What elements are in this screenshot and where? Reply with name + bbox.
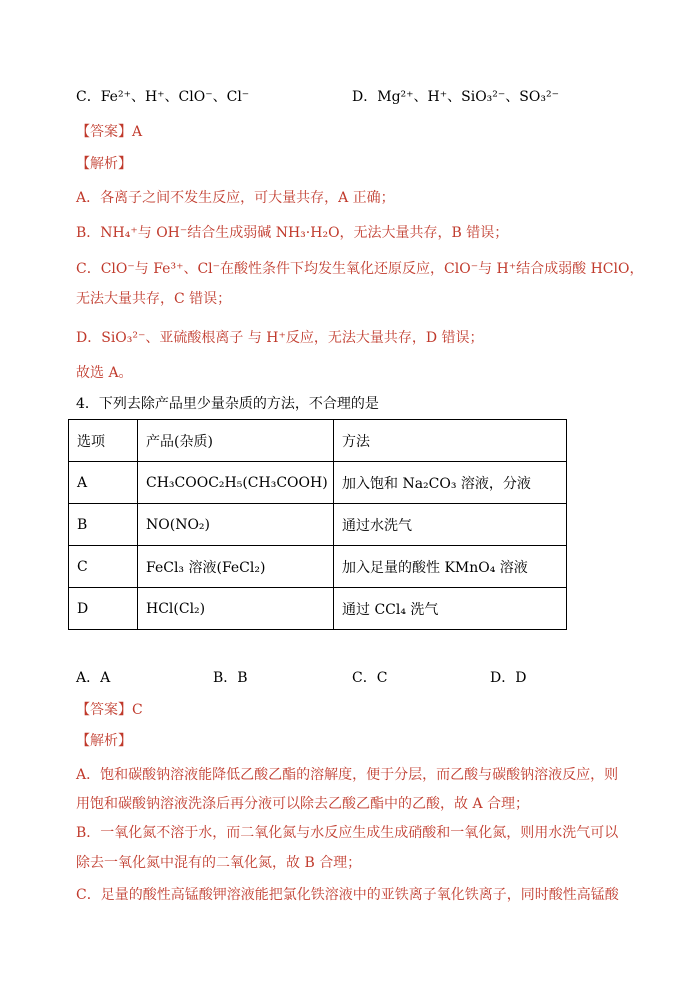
q3-analysis-c1: C．ClO⁻与 Fe³⁺、Cl⁻在酸性条件下均发生氧化还原反应，ClO⁻与 H⁺结合成弱酸 HClO， [76,261,644,277]
table-cell: NO(NO₂) [138,504,334,546]
table-row [69,546,567,588]
table-cell: 加入饱和 Na₂CO₃ 溶液，分液 [334,462,567,504]
option-text: Mg²⁺、H⁺、SiO₃²⁻、SO₃²⁻ [377,89,559,105]
table-header-cell: 方法 [334,420,567,462]
table-row [69,462,567,504]
table-cell: HCl(Cl₂) [138,588,334,630]
q4-answer [76,700,143,720]
table-cell: C [69,546,138,588]
q4-option-a: A．A [76,670,111,686]
table-header-row [69,420,567,462]
answer-value: A [132,124,143,140]
q4-analysis-a2: 用饱和碳酸钠溶液洗涤后再分液可以除去乙酸乙酯中的乙酸，故 A 合理； [76,796,530,812]
answer-label: 【答案】 [76,702,132,718]
q3-analysis-label: 【解析】 [76,156,132,172]
q4-table [68,419,567,630]
q4-stem: 4．下列去除产品里少量杂质的方法，不合理的是 [76,396,379,412]
q4-option-c: C．C [352,670,388,686]
q4-analysis-b2: 除去一氧化氮中混有的二氧化氮，故 B 合理； [76,855,362,871]
table-header-cell: 产品(杂质) [138,420,334,462]
answer-label: 【答案】 [76,124,132,140]
q3-conclusion: 故选 A。 [76,365,133,381]
table-cell: 加入足量的酸性 KMnO₄ 溶液 [334,546,567,588]
table-cell: CH₃COOC₂H₅(CH₃COOH) [138,462,334,504]
table-header-cell: 选项 [69,420,138,462]
q4-analysis-a1: A．饱和碳酸钠溶液能降低乙酸乙酯的溶解度，便于分层，而乙酸与碳酸钠溶液反应，则 [76,767,619,783]
q3-analysis-d: D．SiO₃²⁻、亚硫酸根离子 与 H⁺反应，无法大量共存，D 错误； [76,330,484,346]
table-cell: 通过 CCl₄ 洗气 [334,588,567,630]
table-cell: B [69,504,138,546]
q3-option-d [352,87,559,107]
q3-analysis-c2: 无法大量共存，C 错误； [76,291,232,307]
option-label: C． [76,89,101,105]
q4-analysis-b1: B．一氧化氮不溶于水，而二氧化氮与水反应生成生成硝酸和一氧化氮，则用水洗气可以 [76,825,619,841]
table-cell: FeCl₃ 溶液(FeCl₂) [138,546,334,588]
q4-option-b: B．B [213,670,248,686]
option-label: D． [352,89,378,105]
q3-option-c [76,87,249,107]
q4-option-d: D．D [490,670,527,686]
answer-value: C [132,702,143,718]
q3-analysis-b: B．NH₄⁺与 OH⁻结合生成弱碱 NH₃·H₂O，无法大量共存，B 错误； [76,225,509,241]
table-cell: 通过水洗气 [334,504,567,546]
table-row [69,588,567,630]
q4-analysis-c1: C．足量的酸性高锰酸钾溶液能把氯化铁溶液中的亚铁离子氧化铁离子，同时酸性高锰酸 [76,887,619,903]
table-row [69,504,567,546]
q3-answer [76,122,142,142]
table-cell: D [69,588,138,630]
table-cell: A [69,462,138,504]
q3-analysis-a: A．各离子之间不发生反应，可大量共存，A 正确； [76,190,395,206]
q4-analysis-label: 【解析】 [76,733,132,749]
option-text: Fe²⁺、H⁺、ClO⁻、Cl⁻ [100,89,250,105]
